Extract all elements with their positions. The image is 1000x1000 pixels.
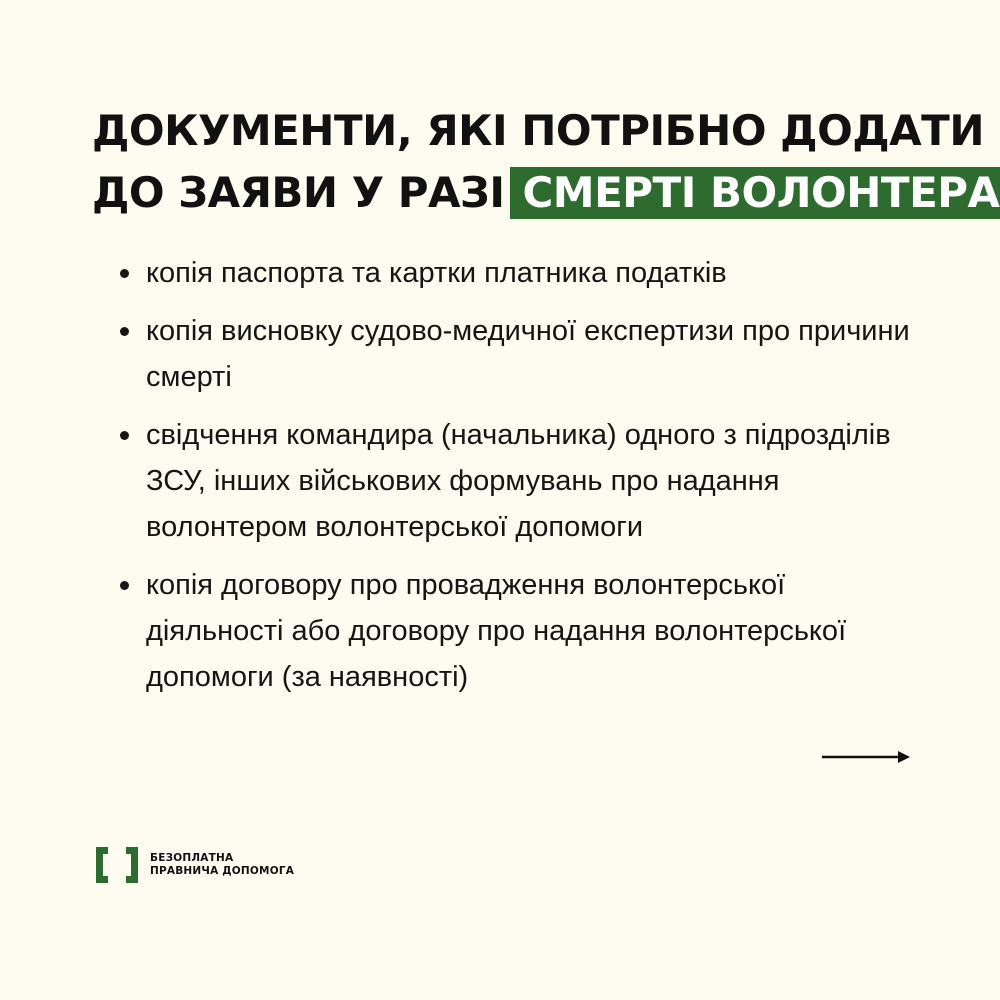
list-item	[120, 562, 920, 700]
logo-text-line-1: БЕЗОПЛАТНА	[150, 852, 234, 864]
list-item-text: копія договору про провадження волонтерської діяльності або договору про надання волонтерської допомоги (за наявності)	[146, 569, 847, 693]
list-item	[120, 250, 920, 296]
title-line-1: ДОКУМЕНТИ, ЯКІ ПОТРІБНО ДОДАТИ	[92, 106, 984, 155]
list-item	[120, 308, 920, 400]
next-arrow-button[interactable]	[822, 749, 910, 765]
arrow-right-icon	[822, 749, 910, 765]
bullet-icon	[120, 269, 129, 278]
bullet-icon	[120, 431, 129, 440]
list-item	[120, 412, 920, 550]
organization-logo	[94, 846, 294, 884]
documents-list	[120, 250, 920, 712]
brackets-logo-icon	[94, 846, 140, 884]
list-item-text: копія паспорта та картки платника податків	[146, 257, 727, 289]
logo-text-line-2: ПРАВНИЧА ДОПОМОГА	[150, 865, 295, 877]
title-highlight: СМЕРТІ ВОЛОНТЕРА	[510, 167, 1000, 219]
title-line-2	[92, 162, 1000, 224]
bullet-icon	[120, 581, 129, 590]
list-item-text: копія висновку судово-медичної експертизи про причини смерті	[146, 315, 910, 393]
logo-text	[150, 852, 294, 878]
title-line-2-prefix: ДО ЗАЯВИ У РАЗІ	[92, 168, 505, 217]
bullet-icon	[120, 327, 129, 336]
page-title	[92, 100, 1000, 224]
list-item-text: свідчення командира (начальника) одного з підрозділів ЗСУ, інших військових формувань про надання волонтером волонтерської допомоги	[146, 419, 891, 543]
